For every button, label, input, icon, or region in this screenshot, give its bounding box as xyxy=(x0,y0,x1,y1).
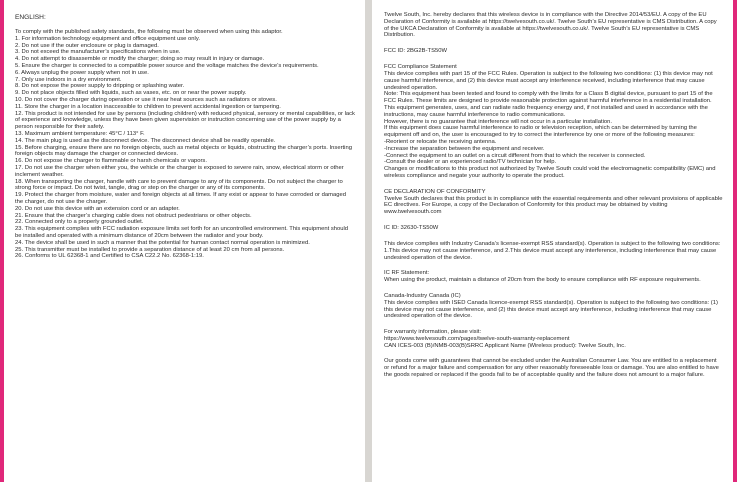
list-item: 6. Always unplug the power supply when not in use. xyxy=(15,69,149,76)
list-item: 24. The device shall be used in such a manner that the potential for human contact normal operation is minimized. xyxy=(15,239,310,246)
list-item: 16. Do not expose the charger to flammable or harsh chemicals or vapors. xyxy=(15,158,207,165)
consumer-law-text: Our goods come with guarantees that cannot be excluded under the Australian Consumer Law. You are entitled to a replacement or refund for a major failure and compensation for any other reasonably foreseeable loss or damage. You are also entitled to have the goods repaired or replaced if the goods fail to be of acceptable quality and the failure does not amount to a major failure. xyxy=(384,358,719,379)
list-item: 18. When transporting the charger, handle with care to prevent damage to any of its components. Do not subject the charger to strong force or impact. Do not twist, tangle, drag or step on the charger or any of its components. xyxy=(15,178,343,192)
fcc-line: Changes or modifications to this product not authorized by Twelve South could void the electromagnetic compatibility (EMC) and wireless compliance and negate your authority to operate the product. xyxy=(384,166,716,179)
list-item: 10. Do not cover the charger during operation or use it near heat sources such as radiators or stoves. xyxy=(15,96,277,103)
list-item: 15. Before charging, ensure there are no foreign objects, such as metal objects or liquids, obstructing the charger’s ports. Inserting foreign objects may damage the charger or connected devices. xyxy=(15,144,352,158)
fcc-line: However, there is no guarantee that interference will not occur in a particular installation. xyxy=(384,118,613,125)
left-page xyxy=(4,0,365,482)
fcc-line: If this equipment does cause harmful interference to radio or television reception, which can be determined by turning the equipment off and on, the user is encouraged to try to correct the interference by one or more of the following measures: xyxy=(384,125,697,139)
right-accent-bar xyxy=(733,0,737,482)
fcc-id: FCC ID: 2BG2B-TS50W xyxy=(384,48,447,55)
fcc-line: -Consult the dealer or an experienced radio/TV technician for help. xyxy=(384,159,557,166)
list-item: 2. Do not use if the outer enclosure or plug is damaged. xyxy=(15,42,159,49)
list-item: 5. Ensure the charger is connected to a compatible power source and the voltage matches the device’s requirements. xyxy=(15,62,319,69)
ic-text: This device complies with Industry Canada’s license-exempt RSS standard(s). Operation is subject to the following two conditions: 1.This device may not cause interference, and 2.This device must accept any interference, including interference that may cause undesired operation of the device. xyxy=(384,240,721,261)
list-item: 4. Do not attempt to disassemble or modify the charger; doing so may result in injury or damage. xyxy=(15,56,265,63)
list-item: 12. This product is not intended for use by persons (including children) with reduced physical, sensory or mental capabilities, or lack of experience and knowledge, unless they have been given supervision or instruction concerning use of the power supply by a person responsible for their safety. xyxy=(15,110,355,131)
list-item: 20. Do not use this device with an extension cord or an adapter. xyxy=(15,205,180,212)
list-item: 9. Do not place objects filled with liquids, such as vases, etc. on or near the power supply. xyxy=(15,90,247,97)
language-heading: ENGLISH: xyxy=(15,14,46,21)
can-ices-line: CAN ICES-003 (B)/NMB-003(B)SRRC Applicant Name (Wireless product): Twelve South, Inc. xyxy=(384,342,626,349)
eu-declaration: Twelve South, Inc. hereby declares that this wireless device is in compliance with the Directive 2014/53/EU. A copy of the EU Declaration of Conformity is available at https://twelvesouth.co.uk/. Twelve South’s EU representative is CMS Distribution. A copy of the UKCA Declaration of Conformity is available at https://twelvesouth.co.uk/. Twelve South’s EU representative is CMS Distribution. xyxy=(384,12,717,39)
fcc-line: This equipment generates, uses, and can radiate radio frequency energy and, if not installed and used in accordance with the instructions, may cause harmful interference to radio communications. xyxy=(384,104,708,118)
fcc-line: Note: This equipment has been tested and found to comply with the limits for a Class B digital device, pursuant to part 15 of the FCC Rules. These limits are designed to provide reasonable protection against harmful interference in a residential installation. xyxy=(384,91,713,105)
fcc-line: This device complies with part 15 of the FCC Rules. Operation is subject to the following two conditions: (1) this device may not cause harmful interference, and (2) this device must accept any interference received, including interference that may cause undesired operation. xyxy=(384,70,713,91)
list-item: 22. Connected only to a properly grounded outlet. xyxy=(15,219,144,226)
list-item: 25. This transmitter must be installed to provide a separation distance of at least 20 cm from all persons. xyxy=(15,246,285,253)
ic-rf-text: When using the product, maintain a distance of 20cm from the body to ensure compliance with RF exposure requirements. xyxy=(384,277,701,284)
ic-id: IC ID: 32630-TS50W xyxy=(384,224,439,231)
list-item: 1. For information technology equipment and office equipment use only. xyxy=(15,35,200,42)
list-item: 7. Only use indoors in a dry environment. xyxy=(15,76,122,83)
canada-ic-text: This device complies with ISED Canada licence-exempt RSS standard(s). Operation is subject to the following two conditions: (1) this device may not cause interference, and (2) this device must accept any interference, including interference that may cause undesired operation of the device. xyxy=(384,299,718,320)
warranty-url: https://www.twelvesouth.com/pages/twelve-south-warranty-replacement xyxy=(384,335,570,342)
list-item: 11. Store the charger in a location inaccessible to children to prevent accidental ingestion or tampering. xyxy=(15,103,281,110)
page-divider xyxy=(365,0,372,482)
fcc-heading: FCC Compliance Statement xyxy=(384,64,457,71)
warranty-heading: For warranty information, please visit: xyxy=(384,329,482,336)
fcc-line: -Connect the equipment to an outlet on a circuit different from that to which the receiver is connected. xyxy=(384,152,646,159)
safety-intro: To comply with the published safety standards, the following must be observed when using this adaptor. xyxy=(15,29,283,35)
list-item: 14. The main plug is used as the disconnect device. The disconnect device shall be readily operable. xyxy=(15,137,276,144)
safety-list xyxy=(15,36,355,260)
list-item: 23. This equipment complies with FCC radiation exposure limits set forth for an uncontrolled environment. This equipment should be installed and operated with a minimum distance of 20cm between the radiator and your body. xyxy=(15,226,349,239)
ce-text: Twelve South declares that this product is in compliance with the essential requirements and other relevant provisions of applicable EC directives. For Europe, a copy of the Declaration of Conformity for this product may be obtained by visiting www.twelvesouth.com xyxy=(384,195,723,216)
list-item: 26. Conforms to UL 62368-1 and Certified to CSA C22.2 No. 62368-1:19. xyxy=(15,253,204,260)
ic-rf-heading: IC RF Statement: xyxy=(384,270,430,277)
list-item: 19. Protect the charger from moisture, water and foreign objects at all times. If any exist or appear to have corroded or damaged the charger, do not use the charger. xyxy=(15,192,346,205)
list-item: 8. Do not expose the power supply to dripping or splashing water. xyxy=(15,83,185,90)
fcc-line: -Increase the separation between the equipment and receiver. xyxy=(384,145,545,152)
list-item: 21. Ensure that the charger’s charging cable does not obstruct pedestrians or other objects. xyxy=(15,212,252,219)
list-item: 17. Do not use the charger when either you, the vehicle or the charger is exposed to severe rain, snow, electrical storm or other inclement weather. xyxy=(15,164,344,178)
fcc-line: -Reorient or relocate the receiving antenna. xyxy=(384,138,497,145)
right-page xyxy=(372,0,733,482)
list-item: 13. Maximum ambient temperature: 45°C / 113° F. xyxy=(15,130,145,137)
ce-heading: CE DECLARATION OF CONFORMITY xyxy=(384,188,486,195)
list-item: 3. Do not exceed the manufacturer’s specifications when in use. xyxy=(15,49,181,56)
canada-ic-heading: Canada-Industry Canada (IC) xyxy=(384,292,461,299)
